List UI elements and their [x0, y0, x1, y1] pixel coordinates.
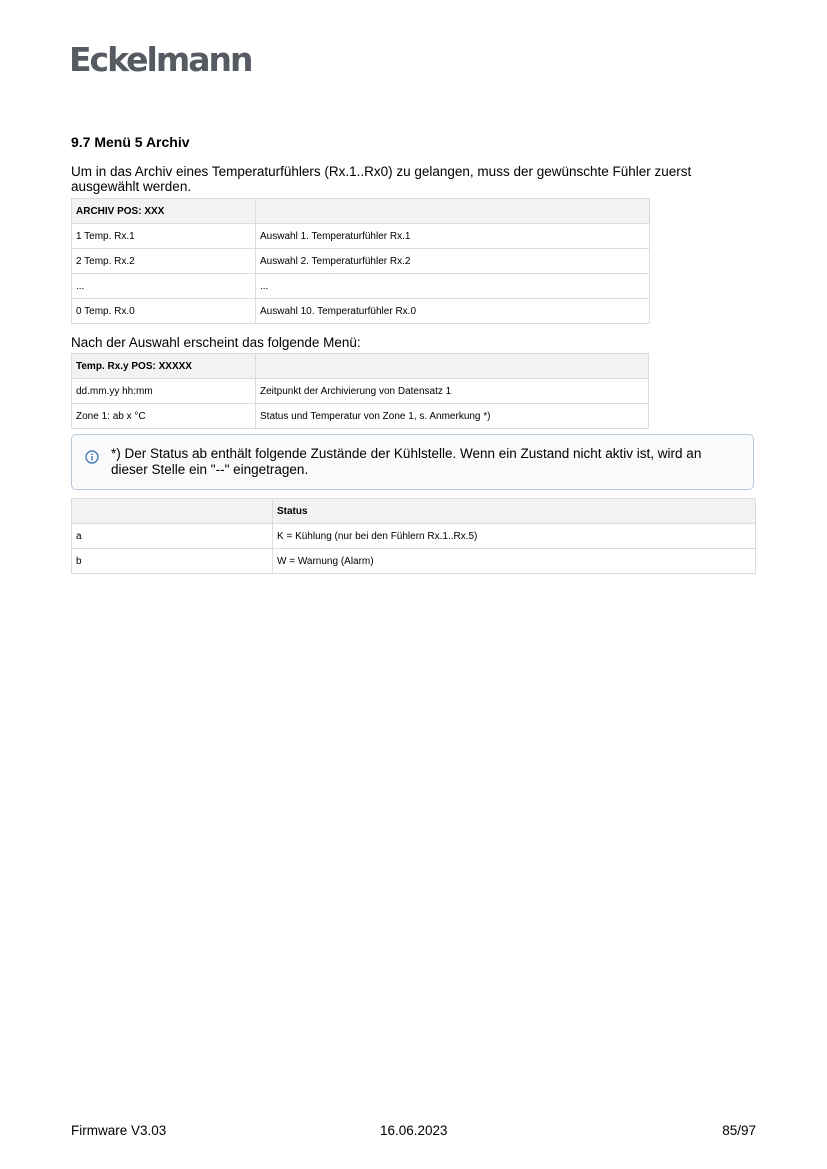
footer-firmware: Firmware V3.03 — [71, 1123, 167, 1138]
table-cell: Auswahl 2. Temperaturfühler Rx.2 — [256, 249, 650, 274]
table-cell: b — [72, 549, 273, 574]
table-row — [72, 249, 650, 274]
table-row — [72, 299, 650, 324]
table-cell: Auswahl 1. Temperaturfühler Rx.1 — [256, 224, 650, 249]
table-row — [72, 549, 756, 574]
menu-table — [71, 353, 649, 429]
archiv-table — [71, 198, 650, 324]
section-heading: 9.7 Menü 5 Archiv — [71, 134, 190, 150]
table-header-cell: ARCHIV POS: XXX — [72, 199, 256, 224]
table-row — [72, 524, 756, 549]
table-header-row — [72, 354, 649, 379]
table-cell: Zone 1: ab x °C — [72, 404, 256, 429]
note-box — [71, 434, 754, 490]
table-row — [72, 224, 650, 249]
table-cell: Status und Temperatur von Zone 1, s. Anmerkung *) — [256, 404, 649, 429]
table-cell: 0 Temp. Rx.0 — [72, 299, 256, 324]
table-cell: K = Kühlung (nur bei den Fühlern Rx.1..Rx.5) — [273, 524, 756, 549]
table-cell: Zeitpunkt der Archivierung von Datensatz 1 — [256, 379, 649, 404]
table-header-cell: Temp. Rx.y POS: XXXXX — [72, 354, 256, 379]
after-selection-text: Nach der Auswahl erscheint das folgende Menü: — [71, 335, 361, 350]
table-header-cell — [72, 499, 273, 524]
status-table — [71, 498, 756, 574]
table-cell: 2 Temp. Rx.2 — [72, 249, 256, 274]
table-cell: 1 Temp. Rx.1 — [72, 224, 256, 249]
info-icon — [85, 450, 99, 464]
table-cell: ... — [72, 274, 256, 299]
table-cell: Auswahl 10. Temperaturfühler Rx.0 — [256, 299, 650, 324]
table-header-cell: Status — [273, 499, 756, 524]
footer-date: 16.06.2023 — [380, 1123, 448, 1138]
table-header-row — [72, 199, 650, 224]
intro-paragraph: Um in das Archiv eines Temperaturfühlers (Rx.1..Rx0) zu gelangen, muss der gewünschte Fühler zuerst ausgewählt werden. — [71, 164, 692, 194]
table-cell: ... — [256, 274, 650, 299]
table-cell: a — [72, 524, 273, 549]
table-cell: W = Warnung (Alarm) — [273, 549, 756, 574]
table-row — [72, 379, 649, 404]
table-row — [72, 274, 650, 299]
table-header-row — [72, 499, 756, 524]
table-header-cell — [256, 199, 650, 224]
company-logo: Eckelmann — [69, 40, 252, 79]
table-row — [72, 404, 649, 429]
table-header-cell — [256, 354, 649, 379]
footer-page-number: 85/97 — [722, 1123, 756, 1138]
table-cell: dd.mm.yy hh:mm — [72, 379, 256, 404]
note-text: *) Der Status ab enthält folgende Zustände der Kühlstelle. Wenn ein Zustand nicht aktiv ist, wird an dieser Stelle ein "--" eingetragen. — [111, 446, 702, 477]
